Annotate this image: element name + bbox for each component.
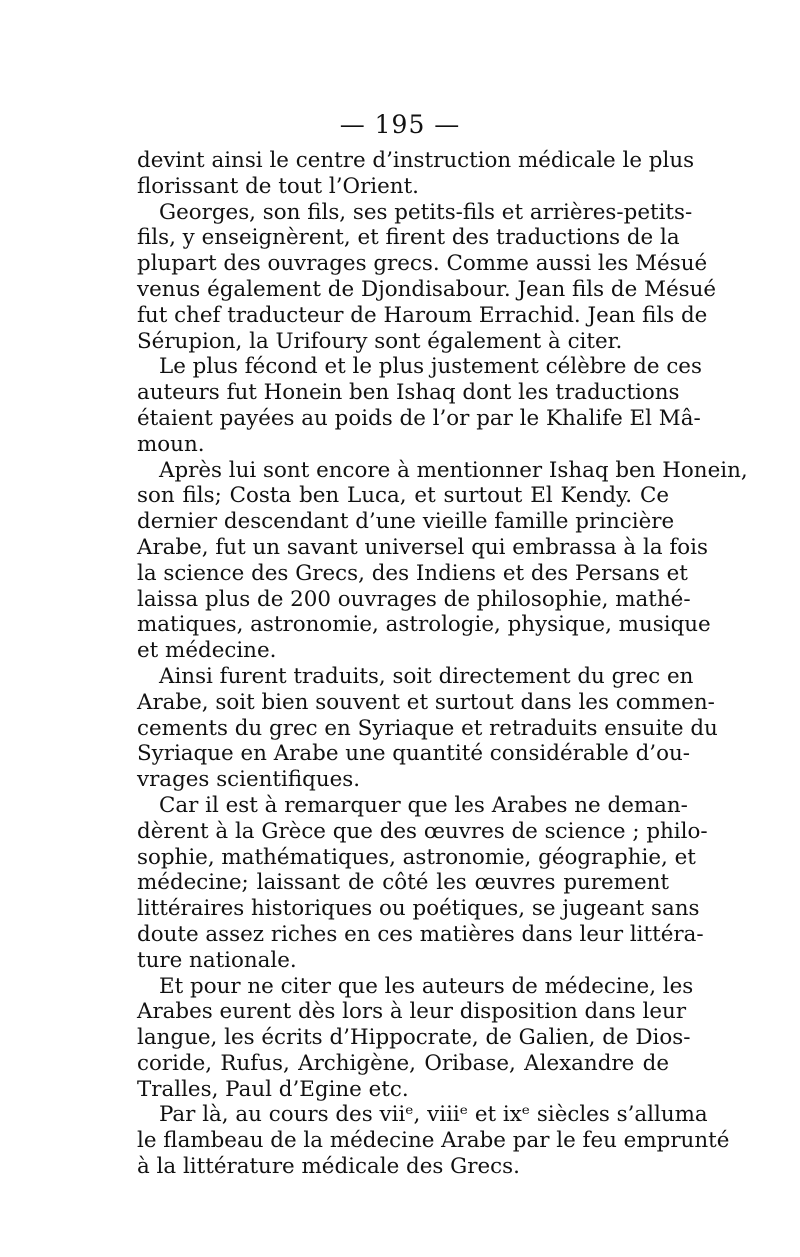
text-line: laissa plus de 200 ouvrages de philosophie, mathé- [137,586,691,612]
text-line: Sérupion, la Urifoury sont également à citer. [137,328,623,354]
text-line: fut chef traducteur de Haroum Errachid. Jean fils de [137,302,708,328]
text-line: dernier descendant d’une vieille famille princière [137,509,675,535]
text-line: florissant de tout l’Orient. [137,173,419,199]
paragraph-7 [137,973,694,1103]
page-number: — 195 — [339,110,461,139]
text-line: devint ainsi le centre d’instruction médicale le plus [137,148,695,173]
text-line: Tralles, Paul d’Egine etc. [137,1076,409,1102]
paragraph-5 [137,663,718,793]
text-line: doute assez riches en ces matières dans leur littéra- [137,921,704,947]
text-line: Arabe, fut un savant universel qui embrassa à la fois [137,534,708,560]
text-line: cements du grec en Syriaque et retraduits ensuite du [137,715,718,741]
text-line: plupart des ouvrages grecs. Comme aussi les Mésué [137,251,708,277]
text-line: la science des Grecs, des Indiens et des Persans et [137,560,688,586]
text-line: vrages scientifiques. [137,767,361,793]
text-line: Arabe, soit bien souvent et surtout dans les commen- [137,689,715,715]
paragraph-4 [137,457,748,664]
body-text [137,148,748,1180]
text-line: et médecine. [137,638,277,664]
text-line: ture nationale. [137,947,297,973]
text-line: Arabes eurent dès lors à leur disposition dans leur [137,999,687,1025]
text-line: Par là, au cours des viiᵉ, viiiᵉ et ixᵉ siècles s’alluma [159,1102,708,1128]
text-line: venus également de Djondisabour. Jean fils de Mésué [137,276,717,302]
text-line: langue, les écrits d’Hippocrate, de Galien, de Dios- [137,1025,691,1051]
text-line: Et pour ne citer que les auteurs de médecine, les [159,973,694,999]
text-line: auteurs fut Honein ben Ishaq dont les traductions [137,380,680,406]
paragraph-2 [137,199,717,355]
paragraph-6 [137,792,708,974]
text-line: Ainsi furent traduits, soit directement du grec en [159,663,694,689]
paragraph-1 [137,148,695,200]
text-line: son fils; Costa ben Luca, et surtout El Kendy. Ce [137,483,669,509]
text-line: littéraires historiques ou poétiques, se jugeant sans [137,896,700,922]
text-line: Car il est à remarquer que les Arabes ne deman- [159,792,688,818]
paragraph-3 [137,354,702,457]
text-line: dèrent à la Grèce que des œuvres de science ; philo- [137,818,708,844]
paragraph-8 [137,1102,730,1180]
text-line: médecine; laissant de côté les œuvres purement [137,870,669,896]
text-line: étaient payées au poids de l’or par le Khalife El Mâ- [137,405,701,431]
text-line: à la littérature médicale des Grecs. [137,1154,520,1180]
text-line: le flambeau de la médecine Arabe par le feu emprunté [137,1128,730,1154]
text-line: fils, y enseignèrent, et firent des traductions de la [137,225,680,251]
text-line: sophie, mathématiques, astronomie, géographie, et [137,844,696,870]
text-line: matiques, astronomie, astrologie, physique, musique [137,612,711,638]
text-line: moun. [137,431,205,457]
text-line: Le plus fécond et le plus justement célèbre de ces [159,354,702,380]
text-line: Syriaque en Arabe une quantité considérable d’ou- [137,741,690,767]
text-line: Après lui sont encore à mentionner Ishaq ben Honein, [159,457,748,483]
text-line: Georges, son fils, ses petits-fils et arrières-petits- [159,199,693,225]
text-line: coride, Rufus, Archigène, Oribase, Alexandre de [137,1050,669,1076]
